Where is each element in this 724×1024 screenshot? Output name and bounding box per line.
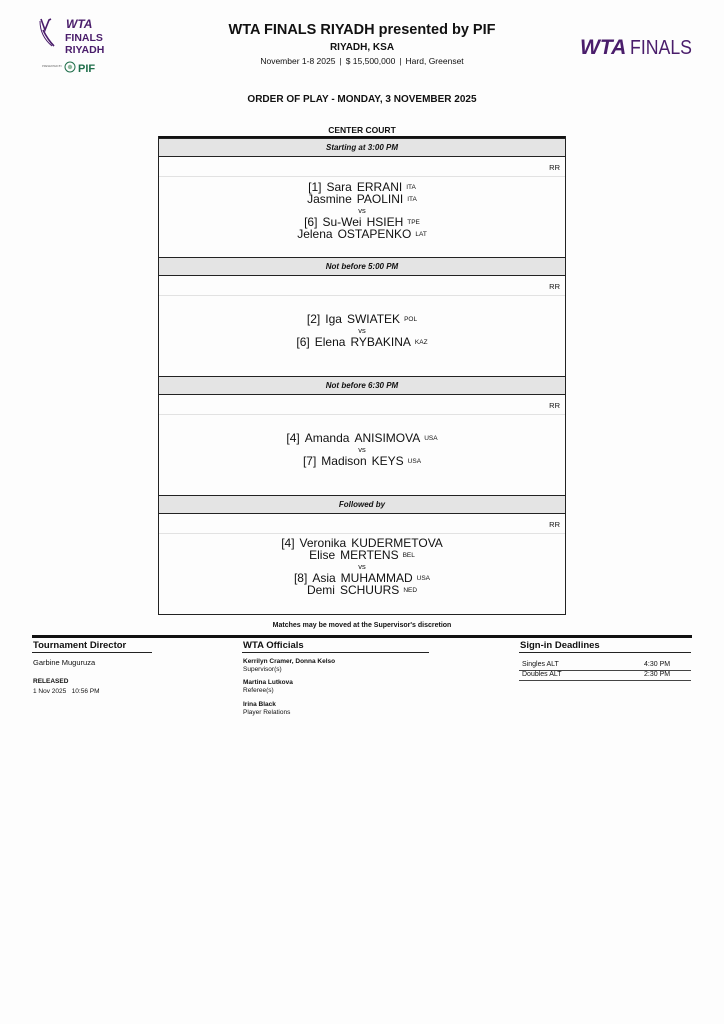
round-label: RR: [549, 520, 560, 529]
player-last-name: SWIATEK: [346, 312, 401, 326]
wta-finals-logo: [580, 34, 695, 58]
signin-time: 4:30 PM: [644, 661, 671, 668]
tournament-info: November 1-8 2025 | $ 15,500,000 | Hard, Greenset: [260, 56, 464, 66]
wta-finals-riyadh-logo: [38, 16, 108, 76]
player-first-name: Veronika: [299, 536, 347, 550]
player-last-name: KEYS: [371, 454, 404, 468]
player-seed: [8]: [293, 571, 308, 585]
round-row: [159, 514, 565, 534]
player-last-name: HSIEH: [366, 215, 404, 229]
match-players: [159, 313, 565, 348]
player-seed: [6]: [296, 335, 310, 349]
player-nationality: KAZ: [414, 339, 428, 346]
slot-time: Starting at 3:00 PM: [159, 138, 565, 157]
official-names: Irina Black: [243, 701, 276, 708]
signin-rule: [519, 652, 691, 653]
player-last-name: RYBAKINA: [350, 335, 411, 349]
player: [159, 313, 565, 325]
player: [159, 193, 565, 205]
signin-row: [519, 670, 691, 681]
court-schedule: [158, 136, 566, 615]
match-players: [159, 432, 565, 467]
tournament-dates: November 1-8 2025: [260, 56, 336, 66]
player-first-name: Jasmine: [307, 192, 352, 206]
player-first-name: Iga: [325, 312, 342, 326]
player-nationality: TPE: [407, 219, 420, 226]
release-date: 1 Nov 2025: [33, 688, 67, 695]
signin-label: Singles ALT: [522, 661, 559, 668]
svg-text:RIYADH: RIYADH: [65, 44, 105, 56]
release-status: RELEASED: [33, 678, 69, 685]
svg-text:PIF: PIF: [78, 63, 96, 75]
player-last-name: OSTAPENKO: [337, 227, 412, 241]
player: [159, 228, 565, 240]
signin-label: Doubles ALT: [522, 671, 562, 678]
match-slot: [159, 257, 565, 377]
signin-time: 2:30 PM: [644, 671, 671, 678]
slot-time: Followed by: [159, 495, 565, 514]
round-label: RR: [549, 163, 560, 172]
player-first-name: Asia: [312, 571, 336, 585]
versus-label: vs: [358, 445, 366, 454]
player-last-name: MUHAMMAD: [340, 571, 413, 585]
discretion-note: Matches may be moved at the Supervisor's discretion: [272, 622, 452, 629]
svg-text:PRESENTED BY: PRESENTED BY: [42, 65, 63, 68]
slot-time: Not before 6:30 PM: [159, 376, 565, 395]
player-seed: [7]: [302, 454, 317, 468]
official-role: Referee(s): [243, 687, 274, 694]
player-seed: [4]: [281, 536, 295, 550]
versus-label: vs: [358, 562, 366, 571]
player-first-name: Madison: [321, 454, 367, 468]
signin-title: Sign-in Deadlines: [520, 640, 600, 651]
player: [159, 336, 565, 348]
court-name: CENTER COURT: [328, 125, 396, 135]
release-timestamp: [33, 688, 100, 695]
player-first-name: Amanda: [304, 431, 350, 445]
official-names: Martina Lutkova: [243, 679, 293, 686]
player: [159, 455, 565, 467]
svg-text:FINALS: FINALS: [630, 37, 692, 58]
svg-text:WTA: WTA: [66, 17, 93, 31]
player-last-name: PAOLINI: [356, 192, 404, 206]
player-nationality: NED: [403, 587, 418, 594]
tournament-title: WTA FINALS RIYADH presented by PIF: [228, 22, 496, 38]
player-seed: [4]: [286, 431, 300, 445]
match-slot: [159, 138, 565, 258]
player-nationality: LAT: [415, 231, 427, 238]
player-first-name: Su-Wei: [322, 215, 362, 229]
player-nationality: ITA: [406, 184, 416, 191]
player-last-name: ANISIMOVA: [354, 431, 421, 445]
round-row: [159, 157, 565, 177]
player-last-name: MERTENS: [340, 548, 399, 562]
release-time: 10:56 PM: [71, 688, 100, 695]
official-names: Kerrilyn Cramer, Donna Kelso: [243, 658, 336, 665]
officials-title: WTA Officials: [243, 640, 304, 651]
match-players: [159, 181, 565, 240]
versus-label: vs: [358, 206, 366, 215]
tournament-surface: Hard, Greenset: [405, 56, 464, 66]
player: [159, 549, 565, 561]
player-nationality: USA: [424, 435, 438, 442]
director-title: Tournament Director: [33, 640, 127, 651]
player-seed: [1]: [308, 180, 322, 194]
player: [159, 584, 565, 596]
player-nationality: ITA: [407, 196, 417, 203]
slot-time: Not before 5:00 PM: [159, 257, 565, 276]
player-nationality: USA: [416, 575, 431, 582]
player-nationality: BEL: [402, 552, 415, 559]
player-first-name: Demi: [306, 583, 335, 597]
official-role: Player Relations: [243, 709, 291, 716]
order-of-play-title: ORDER OF PLAY - MONDAY, 3 NOVEMBER 2025: [247, 94, 477, 105]
player-seed: [2]: [306, 312, 321, 326]
tournament-location: RIYADH, KSA: [329, 42, 395, 53]
player-last-name: ERRANI: [356, 180, 403, 194]
director-rule: [32, 652, 152, 653]
round-row: [159, 276, 565, 296]
svg-text:FINALS: FINALS: [65, 32, 103, 44]
player: [159, 432, 565, 444]
match-players: [159, 537, 565, 596]
player-last-name: SCHUURS: [339, 583, 400, 597]
footer-rule: [32, 635, 692, 638]
match-slot: [159, 495, 565, 613]
player-nationality: USA: [407, 458, 422, 465]
official-role: Supervisor(s): [243, 666, 282, 673]
tournament-prize: $ 15,500,000: [345, 56, 396, 66]
player-first-name: Elena: [314, 335, 346, 349]
player-first-name: Elise: [309, 548, 336, 562]
officials-rule: [242, 652, 429, 653]
player-seed: [6]: [304, 215, 318, 229]
player-first-name: Jelena: [297, 227, 333, 241]
round-label: RR: [549, 282, 560, 291]
player-nationality: POL: [404, 316, 418, 323]
svg-text:WTA: WTA: [580, 36, 627, 58]
round-label: RR: [549, 401, 560, 410]
player-first-name: Sara: [326, 180, 352, 194]
round-row: [159, 395, 565, 415]
player-last-name: KUDERMETOVA: [351, 536, 443, 550]
match-slot: [159, 376, 565, 496]
director-name: Garbine Muguruza: [33, 658, 96, 667]
versus-label: vs: [358, 326, 366, 335]
